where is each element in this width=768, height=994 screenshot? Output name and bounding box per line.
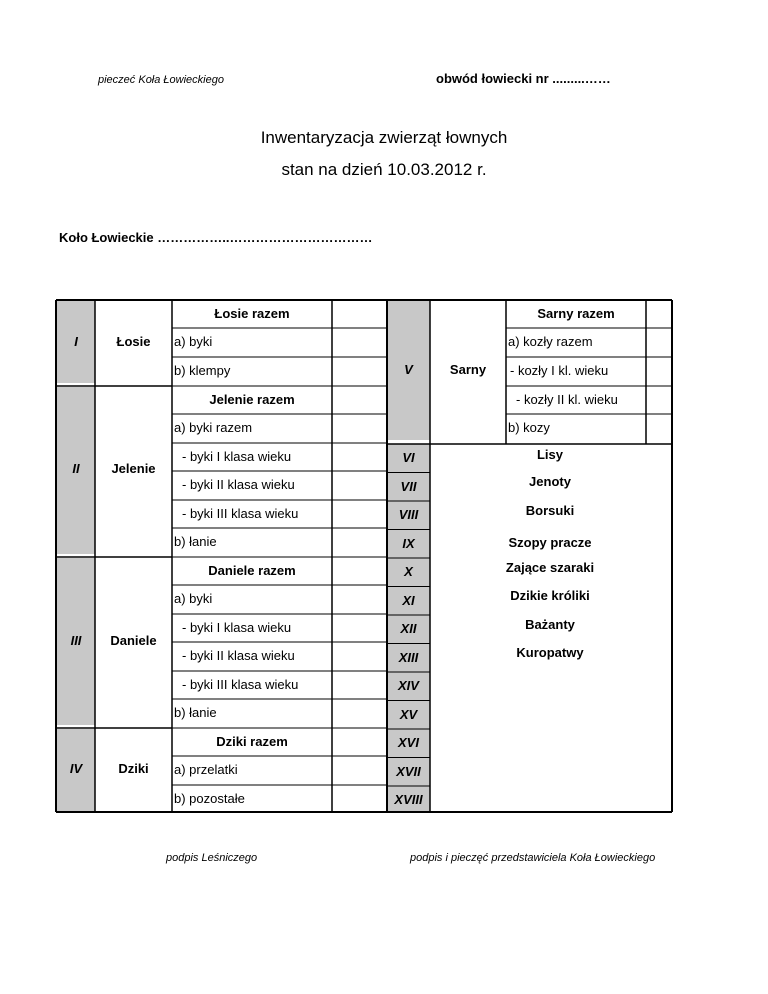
row-numeral-xi: XI <box>402 592 415 608</box>
row-dziki-razem: Dziki razem <box>216 734 288 749</box>
row-sarny-razem: Sarny razem <box>537 306 615 321</box>
row-jelenie-byki-2: - byki II klasa wieku <box>182 477 295 492</box>
row-numeral-vii: VII <box>400 478 417 494</box>
row-name-viii: Borsuki <box>525 503 575 518</box>
row-name-vii: Jenoty <box>529 474 571 489</box>
row-sarny-kozy: b) kozy <box>508 420 550 435</box>
row-name-xvi <box>430 725 670 753</box>
row-jelenie-byki-razem: a) byki razem <box>174 420 253 435</box>
row-jelenie-byki-3: - byki III klasa wieku <box>182 506 299 521</box>
inventory-date: stan na dzień 10.03.2012 r. <box>281 160 487 179</box>
row-numeral-xviii: XVIII <box>394 792 423 807</box>
group-name-sarny: Sarny <box>449 362 487 377</box>
row-numeral-vi: VI <box>402 450 415 465</box>
row-numeral-xv: XV <box>399 706 418 722</box>
row-name-xv <box>430 696 670 724</box>
club-representative-signature-label: podpis i pieczęć przedstawiciela Koła Łowieckiego <box>410 852 656 864</box>
row-numeral-xiv: XIV <box>398 678 419 693</box>
hunting-club-line: Koło Łowieckie ……………..…………………………… <box>59 230 373 245</box>
row-jelenie-razem: Jelenie razem <box>209 392 295 407</box>
row-numeral-x: X <box>404 564 413 579</box>
row-name-ix: Szopy pracze <box>508 535 592 550</box>
group-name-daniele: Daniele <box>110 633 157 648</box>
row-numeral-viii: VIII <box>398 507 419 522</box>
group-name-dziki: Dziki <box>118 761 149 776</box>
group-name-losie: Łosie <box>116 334 151 349</box>
row-numeral-xii: XII <box>400 621 417 636</box>
row-numeral-xvi: XVI <box>398 735 419 750</box>
row-daniele-byki-1: - byki I klasa wieku <box>182 620 292 635</box>
hunting-district-number: obwód łowiecki nr .........…… <box>436 71 611 86</box>
row-name-vi: Lisy <box>536 447 563 462</box>
row-daniele-byki-3: - byki III klasa wieku <box>182 677 299 692</box>
row-dziki-pozostale: b) pozostałe <box>174 791 245 806</box>
row-name-xvii <box>430 753 670 781</box>
row-dziki-przelatki: a) przelatki <box>174 762 238 777</box>
row-daniele-razem: Daniele razem <box>208 563 296 578</box>
row-daniele-byki: a) byki <box>174 591 213 606</box>
row-name-xii: Bażanty <box>525 617 575 632</box>
row-losie-klempy: b) klempy <box>174 363 231 378</box>
row-name-x: Zające szaraki <box>505 560 595 575</box>
document-title: Inwentaryzacja zwierząt łownych <box>260 128 508 147</box>
row-numeral-ix: IX <box>402 535 415 551</box>
group-numeral-dziki: IV <box>69 761 83 776</box>
row-daniele-byki-2: - byki II klasa wieku <box>182 648 295 663</box>
row-sarny-kozly-2: - kozły II kl. wieku <box>516 392 618 407</box>
group-numeral-sarny: V <box>404 362 413 377</box>
group-name-jelenie: Jelenie <box>111 461 156 476</box>
row-name-xiii: Kuropatwy <box>516 645 584 660</box>
row-name-xviii <box>430 782 670 810</box>
group-numeral-daniele: III <box>70 633 82 648</box>
row-losie-byki: a) byki <box>174 334 213 349</box>
row-losie-razem: Łosie razem <box>214 306 290 321</box>
row-name-xiv <box>430 668 670 696</box>
group-numeral-jelenie: II <box>72 461 80 476</box>
row-numeral-xiii: XIII <box>398 649 419 665</box>
row-jelenie-byki-1: - byki I klasa wieku <box>182 449 292 464</box>
row-sarny-kozly-1: - kozły I kl. wieku <box>510 363 609 378</box>
stamp-label: pieczeć Koła Łowieckiego <box>98 74 224 86</box>
row-numeral-xvii: XVII <box>396 763 421 779</box>
forester-signature-label: podpis Leśniczego <box>166 852 258 864</box>
row-daniele-lanie: b) łanie <box>174 705 217 720</box>
row-jelenie-lanie: b) łanie <box>174 534 217 549</box>
row-name-xi: Dzikie króliki <box>510 588 590 603</box>
row-sarny-kozly-razem: a) kozły razem <box>508 334 593 349</box>
group-numeral-losie: I <box>74 334 78 349</box>
